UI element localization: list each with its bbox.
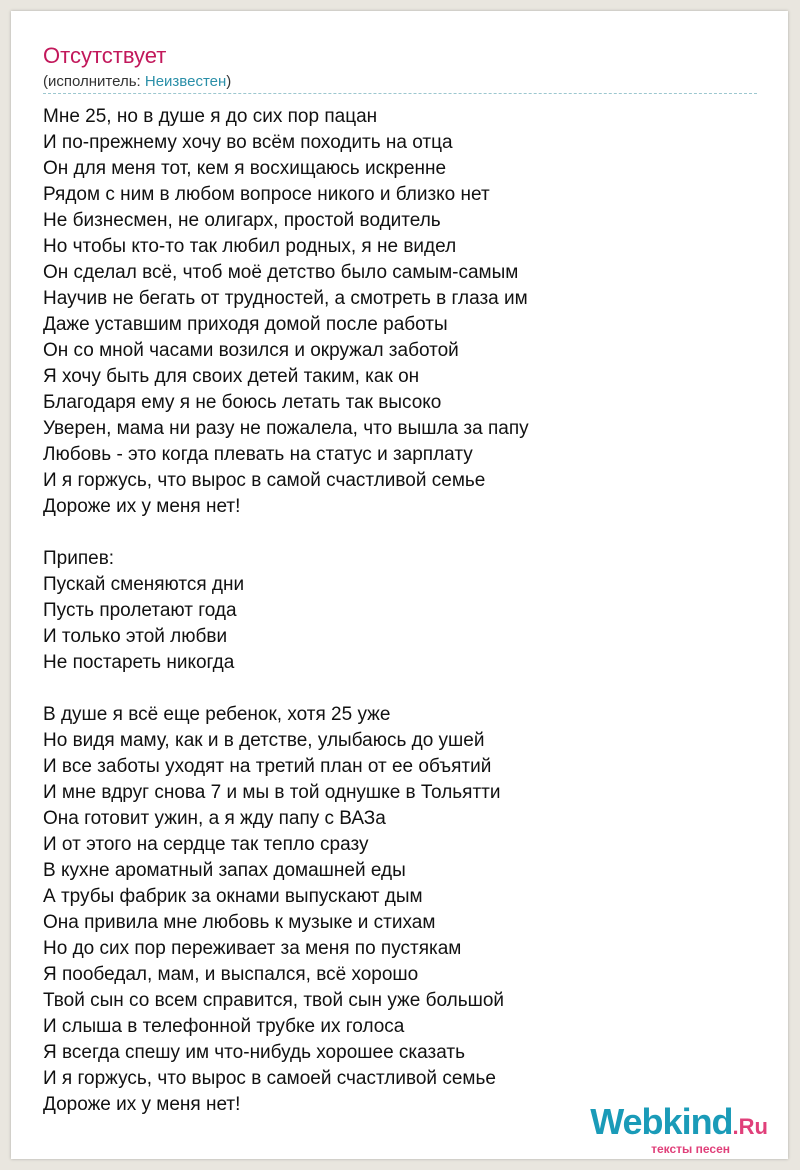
lyrics-line: Он со мной часами возился и окружал заботой [43, 340, 459, 361]
song-title: Отсутствует [43, 43, 167, 68]
lyrics-line: Пусть пролетают года [43, 600, 237, 621]
lyrics-line: Припев: [43, 548, 115, 569]
lyrics-line: Твой сын со всем справится, твой сын уже большой [43, 990, 505, 1011]
artist-line [43, 73, 231, 91]
lyrics-line: Но видя маму, как и в детстве, улыбаюсь до ушей [43, 730, 485, 751]
lyrics-line: И от этого на сердце так тепло сразу [43, 834, 369, 855]
lyrics-line: Я всегда спешу им что-нибудь хорошее сказать [43, 1042, 465, 1063]
lyrics-line: Он для меня тот, кем я восхищаюсь искренне [43, 158, 447, 179]
lyrics-line: И слыша в телефонной трубке их голоса [43, 1016, 405, 1037]
lyrics-page [11, 11, 788, 1159]
lyrics-line: Любовь - это когда плевать на статус и зарплату [43, 444, 473, 465]
lyrics-line: Дороже их у меня нет! [43, 1094, 241, 1115]
lyrics-line: Она привила мне любовь к музыке и стихам [43, 912, 436, 933]
logo-tld: .Ru [732, 1114, 768, 1139]
lyrics-line: Но чтобы кто-то так любил родных, я не видел [43, 236, 457, 257]
lyrics-line: В душе я всё еще ребенок, хотя 25 уже [43, 704, 391, 725]
logo-tagline: тексты песен [651, 1142, 730, 1156]
lyrics-line: Я пообедал, мам, и выспался, всё хорошо [43, 964, 419, 985]
logo-brand-name: Webkind [590, 1101, 733, 1142]
lyrics-line: Но до сих пор переживает за меня по пустякам [43, 938, 462, 959]
artist-link[interactable]: Неизвестен [144, 73, 227, 90]
lyrics-line: Пускай сменяются дни [43, 574, 245, 595]
artist-prefix: (исполнитель: [43, 73, 145, 90]
lyrics-blank-line [43, 676, 763, 702]
artist-suffix: ) [226, 73, 232, 90]
lyrics-line: И я горжусь, что вырос в самоей счастливой семье [43, 1068, 496, 1089]
lyrics-line: И я горжусь, что вырос в самой счастливой семье [43, 470, 486, 491]
lyrics-line: Он сделал всё, чтоб моё детство было самым-самым [43, 262, 519, 283]
lyrics-line: Уверен, мама ни разу не пожалела, что вышла за папу [43, 418, 529, 439]
lyrics-line: Мне 25, но в душе я до сих пор пацан [43, 106, 378, 127]
lyrics-line: И мне вдруг снова 7 и мы в той однушке в Тольятти [43, 782, 501, 803]
lyrics-line: Даже уставшим приходя домой после работы [43, 314, 448, 335]
lyrics-line: Не постареть никогда [43, 652, 235, 673]
lyrics-line: В кухне ароматный запах домашней еды [43, 860, 406, 881]
lyrics-text [43, 104, 763, 1118]
lyrics-line: Дороже их у меня нет! [43, 496, 241, 517]
lyrics-line: Я хочу быть для своих детей таким, как он [43, 366, 420, 387]
site-logo[interactable] [590, 1101, 768, 1156]
lyrics-line: А трубы фабрик за окнами выпускают дым [43, 886, 423, 907]
lyrics-line: Научив не бегать от трудностей, а смотреть в глаза им [43, 288, 528, 309]
lyrics-line: Она готовит ужин, а я жду папу с ВАЗа [43, 808, 386, 829]
lyrics-line: Не бизнесмен, не олигарх, простой водитель [43, 210, 441, 231]
lyrics-line: И все заботы уходят на третий план от ее объятий [43, 756, 492, 777]
lyrics-blank-line [43, 520, 763, 546]
title-divider [43, 93, 757, 94]
logo-brand [590, 1101, 768, 1145]
lyrics-line: И по-прежнему хочу во всём походить на отца [43, 132, 453, 153]
lyrics-line: Рядом с ним в любом вопросе никого и близко нет [43, 184, 490, 205]
lyrics-line: Благодаря ему я не боюсь летать так высоко [43, 392, 442, 413]
lyrics-line: И только этой любви [43, 626, 228, 647]
